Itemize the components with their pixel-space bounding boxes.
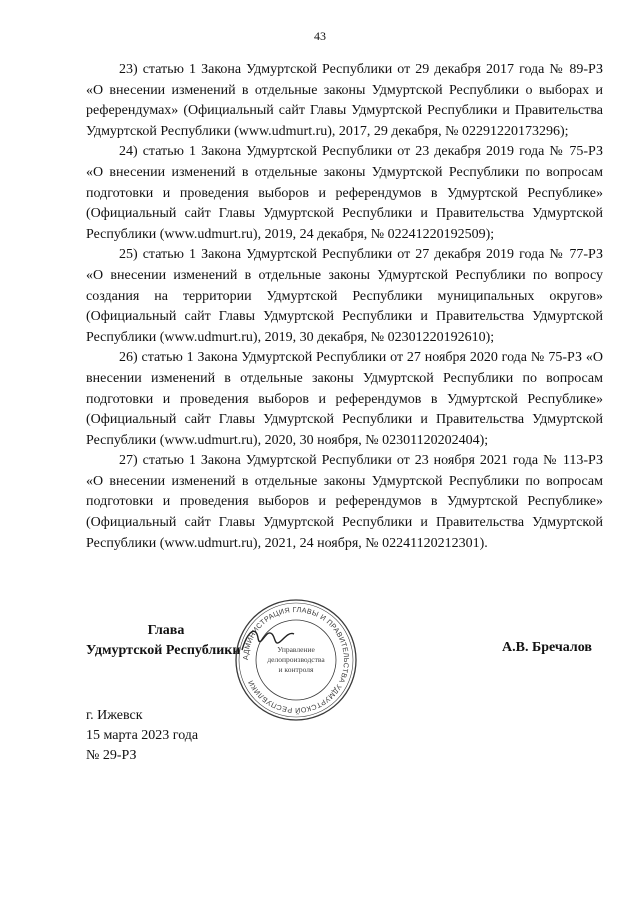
place-date-block [86, 706, 198, 766]
seal-center-line3: и контроля [278, 665, 314, 674]
signer-position-line1: Глава [147, 623, 185, 638]
law-date: 15 марта 2023 года [86, 728, 199, 743]
list-item-25: 25) статью 1 Закона Удмуртской Республики от 27 декабря 2019 года № 77-РЗ «О внесении изменений в отдельные законы Удмуртской Республики по вопросу создания на территории Удмуртской Республики муниципальных округов» (Официальный сайт Главы Удмуртской Республики и Правительства Удмуртской Республики (www.udmurt.ru), 2019, 30 декабря, № 02301220192610); [86, 247, 603, 345]
city: г. Ижевск [86, 708, 143, 723]
list-item-26: 26) статью 1 Закона Удмуртской Республики от 27 ноября 2020 года № 75-РЗ «О внесении изменений в отдельные законы Удмуртской Республики по вопросам подготовки и проведения выборов и референдумов в Удмуртской Республике» (Официальный сайт Главы Удмуртской Республики и Правительства Удмуртской Республики (www.udmurt.ru), 2020, 30 ноября, № 02301120202404); [86, 350, 603, 448]
document-body [86, 60, 603, 554]
official-seal-stamp [233, 597, 359, 723]
list-item-23: 23) статью 1 Закона Удмуртской Республики от 29 декабря 2017 года № 89-РЗ «О внесении изменений в отдельные законы Удмуртской Республики о выборах и референдумах» (Официальный сайт Главы Удмуртской Республики и Правительства Удмуртской Республики (www.udmurt.ru), 2017, 29 декабря, № 02291220173296); [86, 62, 603, 139]
page-number: 43 [314, 29, 326, 43]
seal-center-line1: Управление [277, 645, 315, 654]
signer-position-line2: Удмуртской Республики [86, 643, 241, 658]
signer-name: А.В. Бречалов [502, 640, 592, 655]
seal-center-line2: делопроизводства [267, 655, 325, 664]
law-number: № 29-РЗ [86, 748, 137, 763]
handwritten-signature [238, 620, 298, 660]
seal-ring-text: АДМИНИСТРАЦИЯ ГЛАВЫ И ПРАВИТЕЛЬСТВА УДМУРТСКОЙ РЕСПУБЛИКИ [240, 604, 352, 716]
list-item-27: 27) статью 1 Закона Удмуртской Республики от 23 ноября 2021 года № 113-РЗ «О внесении изменений в отдельные законы Удмуртской Республики по вопросам подготовки и проведения выборов и референдумов в Удмуртской Республике» (Официальный сайт Главы Удмуртской Республики и Правительства Удмуртской Республики (www.udmurt.ru), 2021, 24 ноября, № 02241120212301). [86, 453, 603, 551]
list-item-24: 24) статью 1 Закона Удмуртской Республики от 23 декабря 2019 года № 75-РЗ «О внесении изменений в отдельные законы Удмуртской Республики по вопросам подготовки и проведения выборов и референдумов в Удмуртской Республике» (Официальный сайт Главы Удмуртской Республики и Правительства Удмуртской Республики (www.udmurt.ru), 2019, 24 декабря, № 02241220192509); [86, 144, 603, 242]
